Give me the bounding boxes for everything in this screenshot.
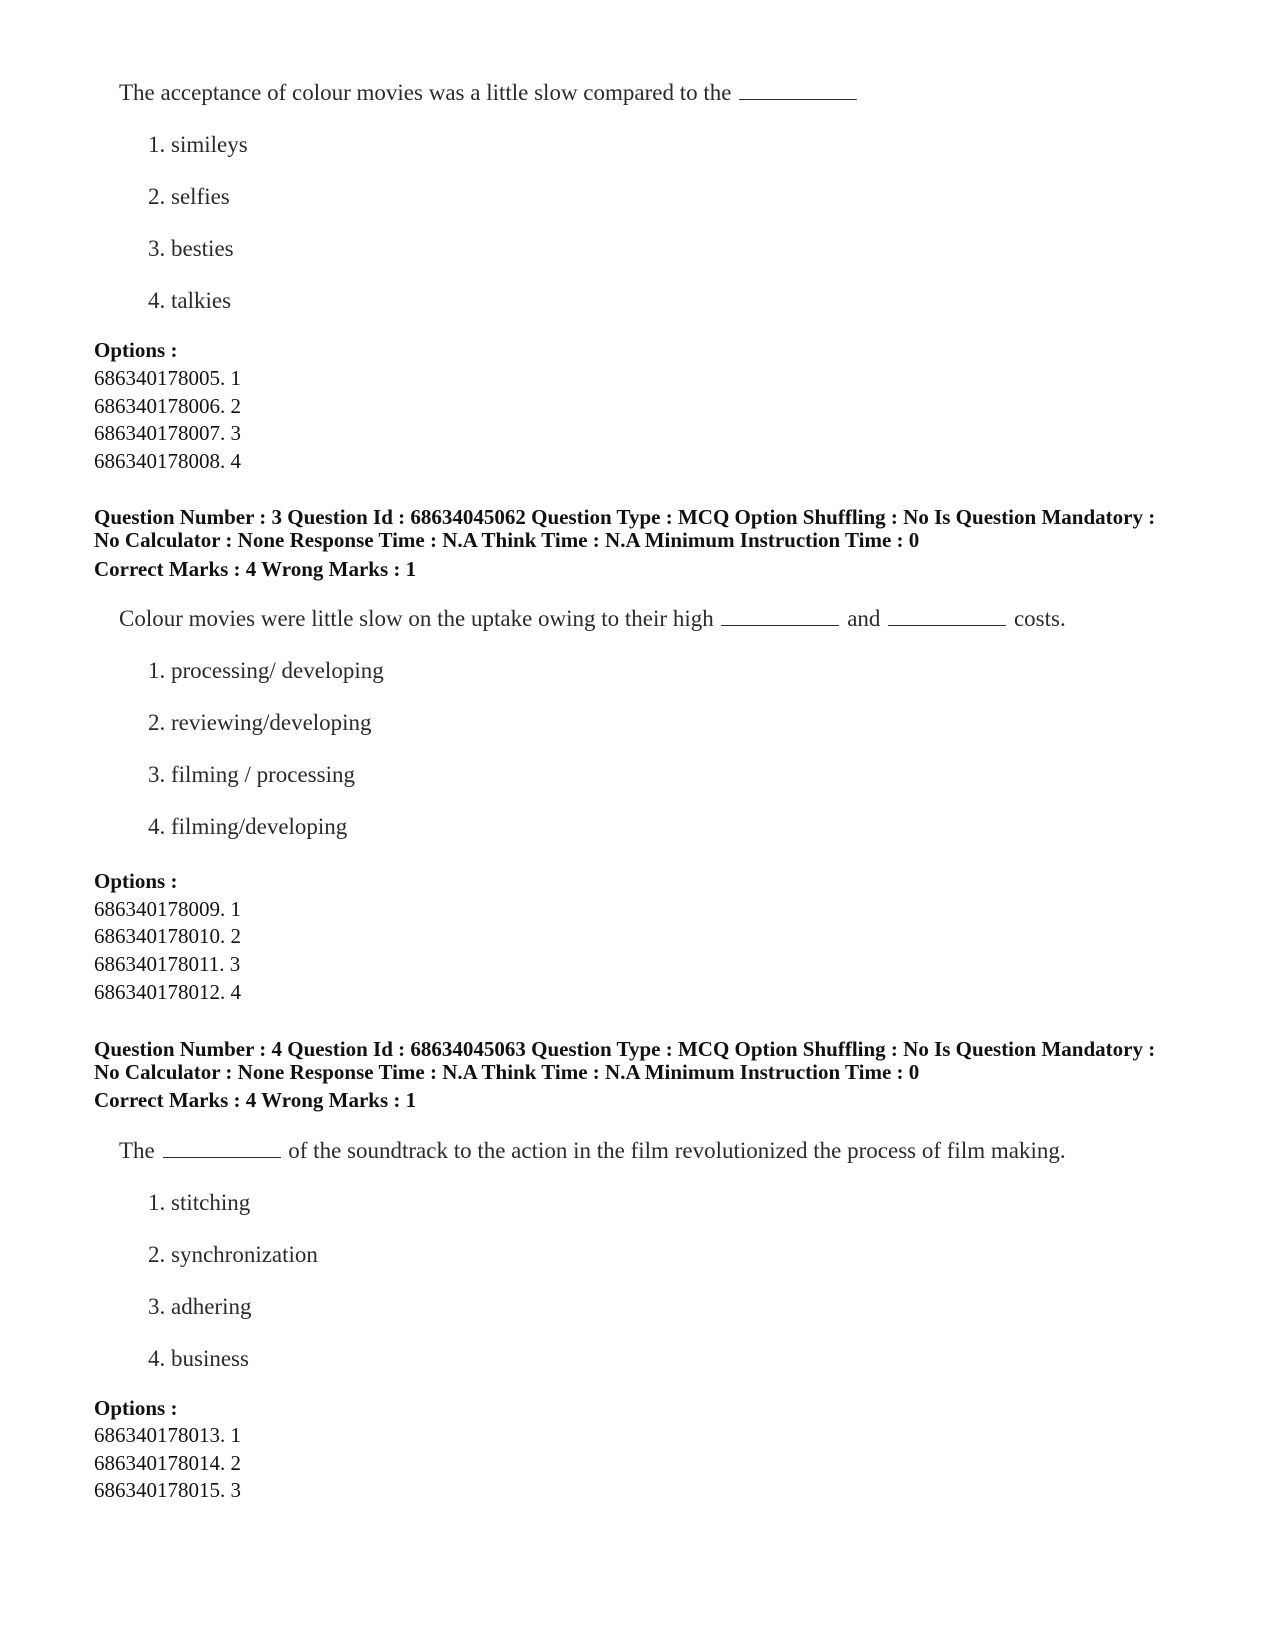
answer-blank bbox=[888, 605, 1006, 626]
answer-blank bbox=[739, 79, 857, 100]
question-2-option-id-1: 686340178005. 1 bbox=[94, 366, 241, 390]
question-4-choice-2: 2. synchronization bbox=[148, 1242, 318, 1267]
question-3-option-id-2: 686340178010. 2 bbox=[94, 924, 241, 948]
question-2-options-label: Options : bbox=[94, 338, 178, 362]
question-4-meta-line-1: Question Number : 4 Question Id : 68634045063 Question Type : MCQ Option Shuffling : No Is Question Mandatory : bbox=[94, 1037, 1156, 1061]
question-4-stem-text-2: of the soundtrack to the action in the film revolutionized the process of film making. bbox=[288, 1138, 1066, 1163]
question-4-choice-3: 3. adhering bbox=[148, 1294, 252, 1319]
question-3-option-id-3: 686340178011. 3 bbox=[94, 952, 241, 976]
question-4-choice-1: 1. stitching bbox=[148, 1190, 251, 1215]
question-2-option-id-4: 686340178008. 4 bbox=[94, 449, 241, 473]
question-2-stem bbox=[119, 79, 859, 107]
question-4-stem bbox=[119, 1137, 1066, 1165]
question-2-option-id-2: 686340178006. 2 bbox=[94, 394, 241, 418]
question-3-stem-text-3: costs. bbox=[1013, 606, 1066, 631]
question-3-options-label: Options : bbox=[94, 869, 178, 893]
question-3-stem bbox=[119, 605, 1066, 633]
question-3-option-id-1: 686340178009. 1 bbox=[94, 897, 241, 921]
question-4-choice-4: 4. business bbox=[148, 1346, 249, 1371]
question-3-option-id-4: 686340178012. 4 bbox=[94, 980, 241, 1004]
question-3-choice-4: 4. filming/developing bbox=[148, 814, 348, 839]
answer-blank bbox=[721, 605, 839, 626]
question-3-stem-text-1: Colour movies were little slow on the uptake owing to their high bbox=[119, 606, 714, 631]
question-3-stem-text-2: and bbox=[847, 606, 881, 631]
question-2-choice-2: 2. selfies bbox=[148, 184, 230, 209]
question-4-option-id-2: 686340178014. 2 bbox=[94, 1451, 241, 1475]
question-2-option-id-3: 686340178007. 3 bbox=[94, 421, 241, 445]
question-2-choice-4: 4. talkies bbox=[148, 288, 232, 313]
question-3-marks: Correct Marks : 4 Wrong Marks : 1 bbox=[94, 557, 417, 581]
question-3-choice-1: 1. processing/ developing bbox=[148, 658, 384, 683]
question-4-option-id-3: 686340178015. 3 bbox=[94, 1478, 241, 1502]
question-4-option-id-1: 686340178013. 1 bbox=[94, 1423, 241, 1447]
question-4-meta-line-2: No Calculator : None Response Time : N.A Think Time : N.A Minimum Instruction Time : 0 bbox=[94, 1060, 920, 1084]
answer-blank bbox=[163, 1137, 281, 1158]
question-3-meta-line-2: No Calculator : None Response Time : N.A Think Time : N.A Minimum Instruction Time : 0 bbox=[94, 528, 920, 552]
question-3-meta-line-1: Question Number : 3 Question Id : 68634045062 Question Type : MCQ Option Shuffling : No Is Question Mandatory : bbox=[94, 505, 1156, 529]
question-4-marks: Correct Marks : 4 Wrong Marks : 1 bbox=[94, 1088, 417, 1112]
question-3-choice-2: 2. reviewing/developing bbox=[148, 710, 372, 735]
question-4-stem-text-1: The bbox=[119, 1138, 155, 1163]
question-4-options-label: Options : bbox=[94, 1396, 178, 1420]
question-2-choice-3: 3. besties bbox=[148, 236, 234, 261]
question-2-choice-1: 1. simileys bbox=[148, 132, 248, 157]
question-2-stem-text: The acceptance of colour movies was a little slow compared to the bbox=[119, 80, 732, 105]
question-3-choice-3: 3. filming / processing bbox=[148, 762, 355, 787]
